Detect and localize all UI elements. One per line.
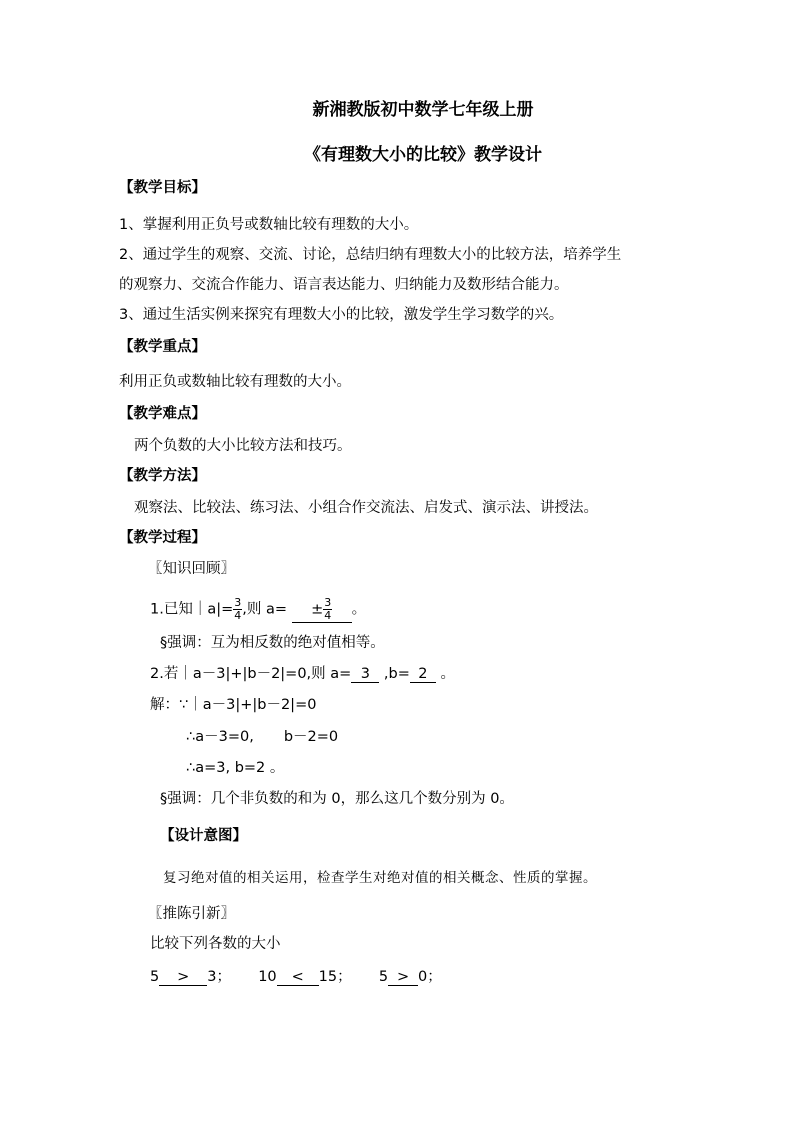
q1-fraction: $\frac{3}{4}$ xyxy=(234,596,242,622)
q1-answer-blank: ± $\frac{3}{4}$ xyxy=(292,597,352,623)
solution-line-3: ∴a=3, b=2 。 xyxy=(186,760,285,776)
comparison-2-left: 10 xyxy=(258,969,277,985)
comparison-2-sign: < xyxy=(277,969,319,986)
title-line-2: 《有理数大小的比较》教学设计 xyxy=(304,145,542,165)
solution-line-2 xyxy=(186,727,338,747)
comparison-row xyxy=(150,967,442,987)
review-question-2 xyxy=(150,664,455,684)
difficulty-heading: 【教学难点】 xyxy=(119,406,206,422)
comparison-3-right: 0； xyxy=(418,969,442,985)
goal-1: 1、掌握利用正负号或数轴比较有理数的大小。 xyxy=(119,217,419,233)
q1-end: 。 xyxy=(351,601,367,618)
intro-heading: 〖推陈引新〗 xyxy=(148,906,235,922)
design-text: 复习绝对值的相关运用，检查学生对绝对值的相关概念、性质的掌握。 xyxy=(163,870,597,886)
q2-end: 。 xyxy=(440,666,455,682)
title-line-1: 新湘教版初中数学七年级上册 xyxy=(312,100,534,120)
comparison-3-left: 5 xyxy=(378,969,389,985)
goal-2-line-2: 的观察力、交流合作能力、语言表达能力、归纳能力及数形结合能力。 xyxy=(119,277,569,293)
goal-2-line-1: 2、通过学生的观察、交流、讨论，总结归纳有理数大小的比较方法，培养学生 xyxy=(119,247,622,263)
solution-line-2-left: ∴a－3=0, xyxy=(186,729,254,745)
q2-mid: ,b= xyxy=(383,666,410,682)
q1-middle: ,则 a= xyxy=(242,601,288,618)
solution-line-2-right: b－2=0 xyxy=(283,729,339,745)
review-question-1 xyxy=(150,597,366,623)
q2-prefix: 2.若｜a－3|+|b－2|=0,则 a= xyxy=(150,666,352,682)
review-note-2: §强调：几个非负数的和为 0，那么这几个数分别为 0。 xyxy=(160,791,514,807)
method-text: 观察法、比较法、练习法、小组合作交流法、启发式、演示法、讲授法。 xyxy=(134,500,598,516)
process-heading: 【教学过程】 xyxy=(119,530,206,546)
comparison-1-left: 5 xyxy=(150,969,160,985)
review-heading: 〖知识回顾〗 xyxy=(148,561,235,577)
comparison-1-sign: > xyxy=(159,969,207,986)
key-heading: 【教学重点】 xyxy=(119,339,206,355)
q1-prefix: 1.已知｜a|= xyxy=(150,601,234,618)
method-heading: 【教学方法】 xyxy=(119,468,206,484)
goals-heading: 【教学目标】 xyxy=(119,180,206,196)
goal-3: 3、通过生活实例来探究有理数大小的比较，激发学生学习数学的兴。 xyxy=(119,307,564,323)
comparison-2-right: 15； xyxy=(318,969,352,985)
key-text: 利用正负或数轴比较有理数的大小。 xyxy=(119,374,351,390)
comparison-3-sign: > xyxy=(388,969,418,986)
solution-line-1: 解：∵｜a－3|+|b－2|=0 xyxy=(150,697,317,713)
intro-prompt: 比较下列各数的大小 xyxy=(150,936,281,952)
q2-answer-a: 3 xyxy=(351,666,379,683)
difficulty-text: 两个负数的大小比较方法和技巧。 xyxy=(134,438,352,454)
design-heading: 【设计意图】 xyxy=(160,828,247,844)
comparison-1-right: 3； xyxy=(207,969,231,985)
review-note-1: §强调：互为相反数的绝对值相等。 xyxy=(160,635,385,651)
q2-answer-b: 2 xyxy=(410,666,436,683)
